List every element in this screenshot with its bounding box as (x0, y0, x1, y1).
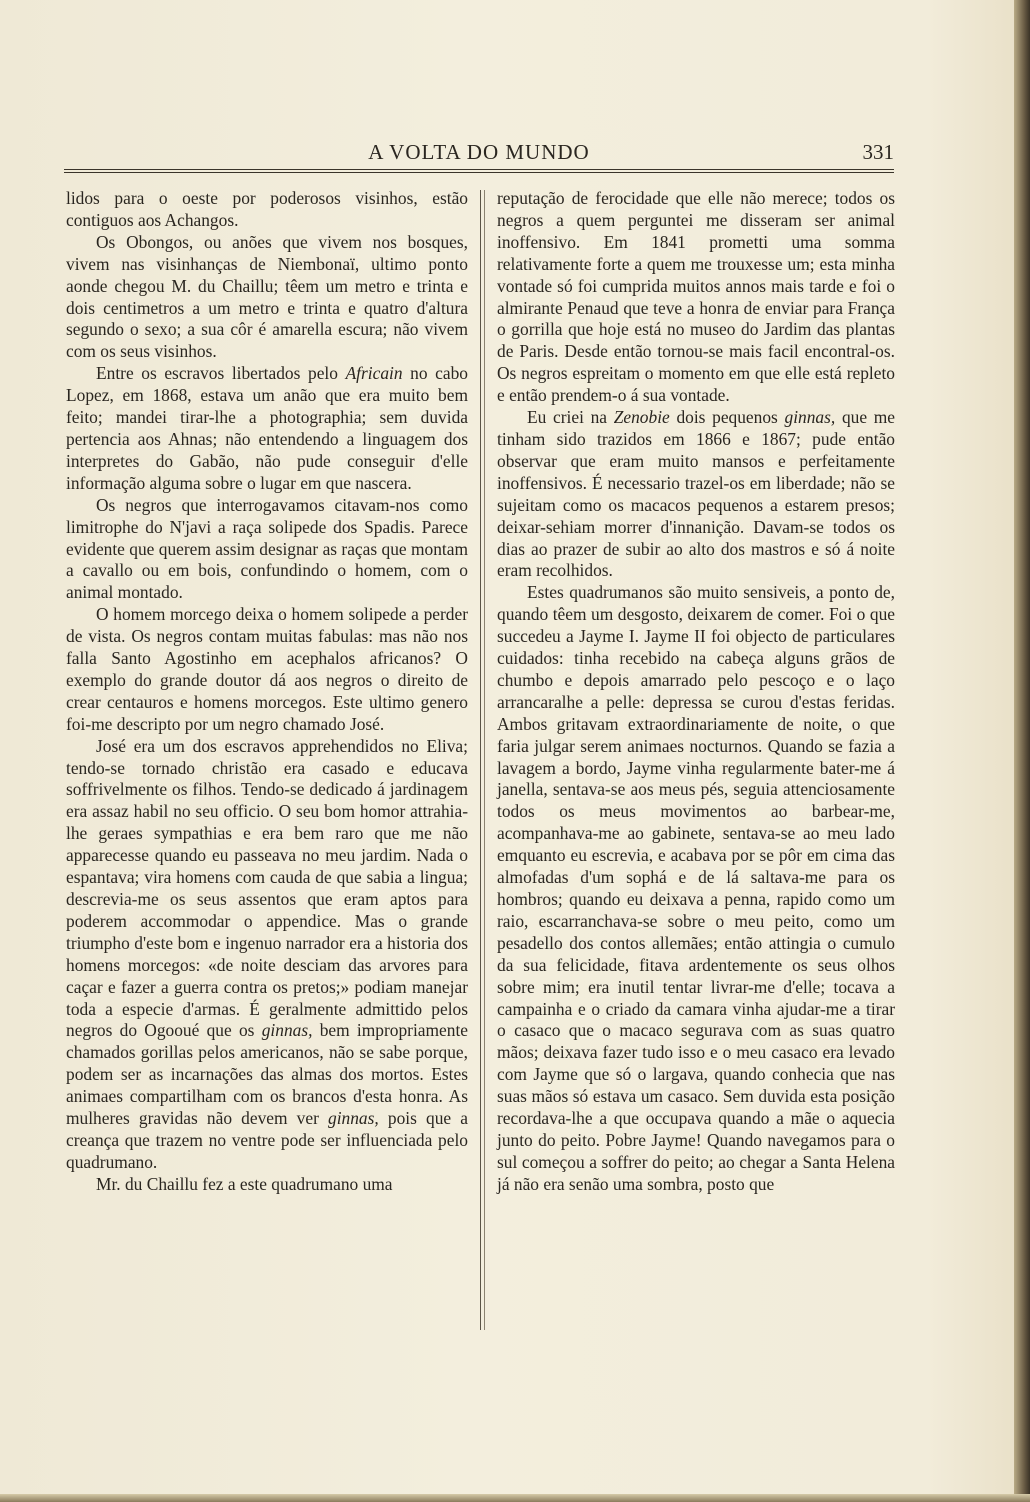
running-title: A VOLTA DO MUNDO (368, 140, 590, 164)
right-column (497, 188, 895, 1196)
italic-text: Africain (345, 363, 403, 384)
italic-text: ginnas, (261, 1020, 313, 1041)
italic-text: Zenobie (613, 407, 670, 428)
paragraph: Os negros que interrogavamos citavam-nos como limitrophe do N'javi a raça solipede dos Spadis. Parece evidente que querem assim designar as raças que montam a cavallo ou em bois, confundindo o homem, com o animal montado. (66, 494, 468, 603)
header-rule (64, 169, 894, 173)
running-header (64, 138, 894, 168)
paragraph: Os Obongos, ou anões que vivem nos bosques, vivem nas visinhanças de Niembonaï, ultimo ponto aonde chegou M. du Chaillu; têem um metro e trinta e dois centimetros a um metro e trinta e quatro d'altura segundo o sexo; a sua côr é amarella escura; não vivem com os seus visinhos. (66, 231, 468, 362)
left-column (66, 188, 468, 1196)
paragraph: José era um dos escravos apprehendidos no Eliva; tendo-se tornado christão era casado e educava soffrivelmente os filhos. Tendo-se dedicado á jardinagem era assaz habil no seu officio. O seu bom homor attrahia-lhe geraes sympathias e era bem raro que me não apparecesse quando eu passeava no meu jardim. Nada o espantava; vira homens com cauda de que sabia a lingua; descrevia-me os seus assentos que eram aptos para poderem accommodar o appendice. Mas o grande triumpho d'este bom e ingenuo narrador era a historia dos homens morcegos: «de noite desciam das arvores para caçar e fazer a guerra contra os pretos;» podiam manejar toda a especie d'armas. É geralmente admittido pelos negros do Ogooué que os ginnas, bem impropriamente chamados gorillas pelos americanos, não se sabe porque, podem ser as incarnações das almas dos mortos. Estes animaes compartilham com os brancos d'esta honra. As mulheres gravidas não devem ver ginnas, pois que a creança que trazem no ventre pode ser influenciada pelo quadrumano. (66, 735, 468, 1172)
italic-text: ginnas, (784, 407, 836, 428)
paragraph: lidos para o oeste por poderosos visinhos, estão contiguos aos Achangos. (66, 188, 468, 230)
column-divider (480, 190, 481, 1330)
page-number: 331 (862, 140, 894, 164)
paragraph: Estes quadrumanos são muito sensiveis, a ponto de, quando têem um desgosto, deixarem de comer. Foi o que succedeu a Jayme I. Jayme II foi objecto de particulares cuidados: tinha recebido na cabeça alguns grãos de chumbo e depois amarrado pelo pescoço e o laço arrancaralhe a pelle: depressa se curou d'estas feridas. Ambos gritavam extraordinariamente de noite, o que faria julgar serem animaes nocturnos. Quando se fazia a lavagem a bordo, Jayme vinha regularmente bater-me á janella, sentava-se aos meus pés, seguia attenciosamente todos os meus movimentos ao barbear-me, acompanhava-me ao gabinete, sentava-se ao meu lado emquanto eu escrevia, e acabava por se pôr em cima das almofadas d'um sophá e de lá saltava-me para os hombros; quando eu deixava a penna, rapido como um raio, escarranchava-se sobre o meu peito, como um pesadello dos contos allemães; então attingia o cumulo da sua felicidade, fitava ardentemente os seus olhos sobre mim; era inutil tentar livrar-me d'elle; tocava a campainha e o criado da camara vinha ajudar-me a tirar o casaco que o macaco segurava com as suas quatro mãos; deixava fazer tudo isso e o meu casaco era levado com Jayme que só o largava, quando conhecia que nas suas mãos só estava um casaco. Sem duvida esta posição recordava-lhe a que occupava quando a mãe o aquecia junto do peito. Pobre Jayme! Quando navegamos para o sul começou a soffrer do peito; ao chegar a Santa Helena já não era senão uma sombra, posto que (497, 582, 895, 1194)
italic-text: ginnas, (328, 1108, 379, 1129)
column-divider-inner (484, 190, 485, 1330)
paragraph: reputação de ferocidade que elle não merece; todos os negros a quem perguntei me disseram ser animal inoffensivo. Em 1841 prometti uma somma relativamente forte a quem me trouxesse um; esta minha vontade só foi cumprida muitos annos mais tarde e foi o almirante Penaud que teve a honra de enviar para França o gorrilla que hoje está no museo do Jardim das plantas de Paris. Desde então tornou-se mais facil encontral-os. Os negros espreitam o momento em que elle está repleto e então prendem-o á sua vontade. (497, 188, 895, 406)
page-bottom-edge (0, 1494, 1030, 1502)
paragraph: Eu criei na Zenobie dois pequenos ginnas, que me tinham sido trazidos em 1866 e 1867; pude então observar que eram muito mansos e perfeitamente inoffensivos. É necessario trazel-os em liberdade; não se sujeitam como os macacos pequenos a estarem presos; deixar-sehiam morrer d'innanição. Davam-se todos os dias ao prazer de subir ao alto dos mastros e só á noite eram recolhidos. (497, 407, 895, 581)
page-edge-shadow (1014, 0, 1030, 1502)
paragraph: Mr. du Chaillu fez a este quadrumano uma (96, 1173, 393, 1194)
paragraph: Entre os escravos libertados pelo Africain no cabo Lopez, em 1868, estava um anão que era muito bem feito; mandei tirar-lhe a photographia; sem duvida pertencia aos Ahnas; não entendendo a linguagem dos interpretes do Gabão, não pude conseguir d'elle informação alguma sobre o lugar em que nascera. (66, 363, 468, 493)
paragraph: O homem morcego deixa o homem solipede a perder de vista. Os negros contam muitas fabulas: mas não nos falla Santo Agostinho em acephalos africanos? O exemplo do grande doutor dá aos negros o direito de crear centauros e homens morcegos. Este ultimo genero foi-me descripto por um negro chamado José. (66, 604, 468, 734)
